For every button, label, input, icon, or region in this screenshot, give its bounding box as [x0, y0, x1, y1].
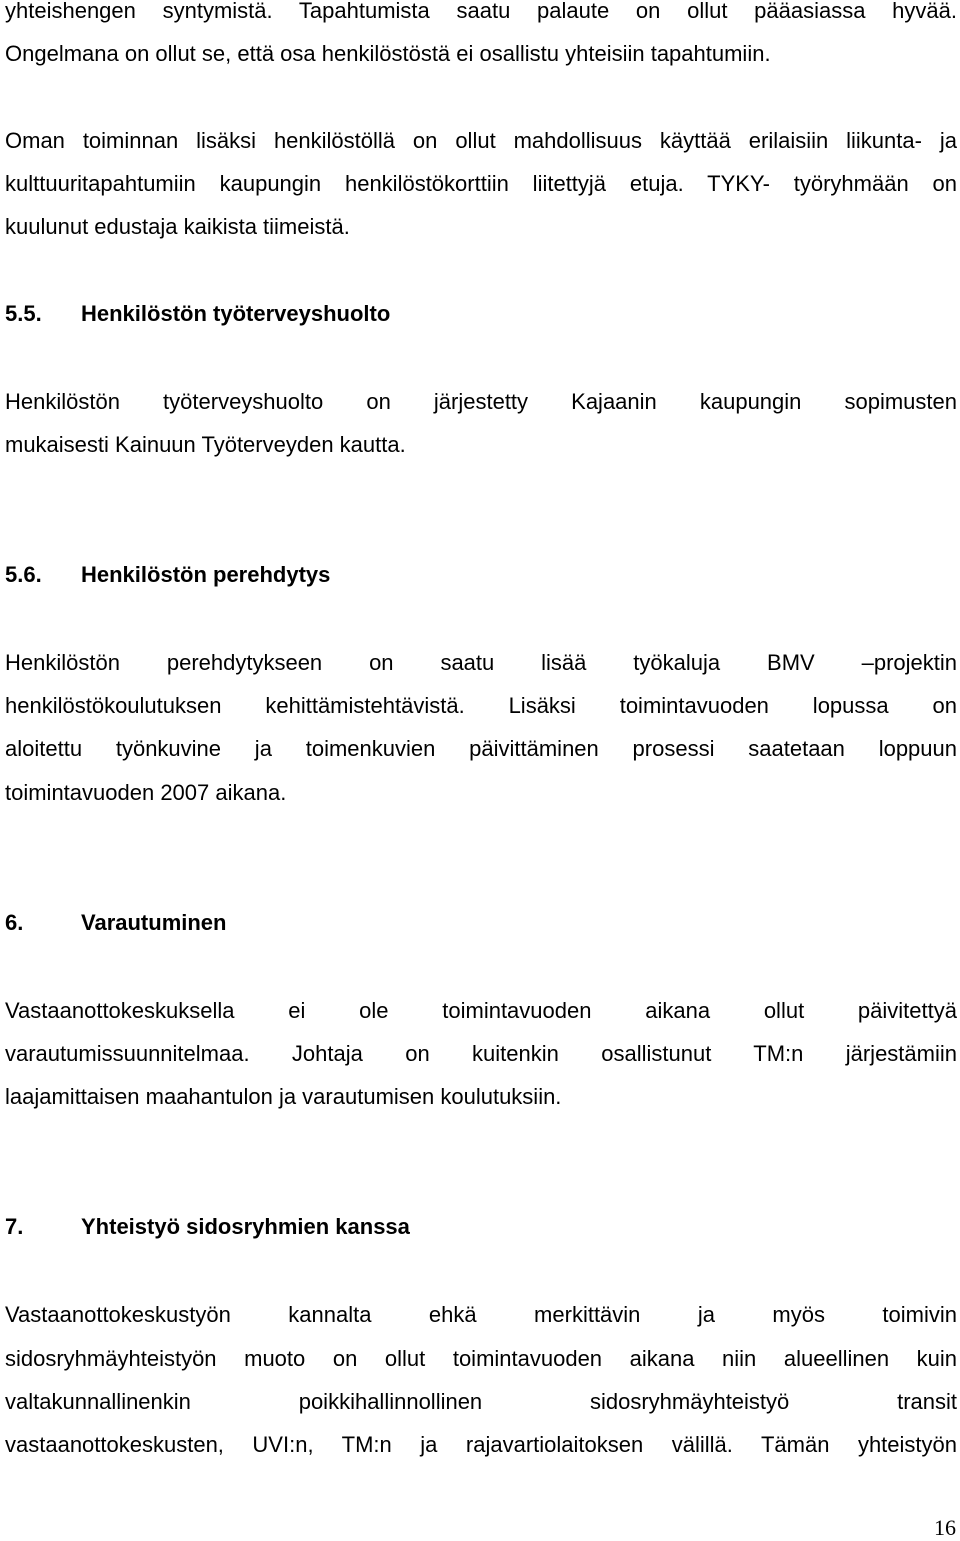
section-5-6-line-3: aloitettu työnkuvine ja toimenkuvien päivittäminen prosessi saatetaan loppuun [5, 736, 957, 761]
section-5-5-title: Henkilöstön työterveyshuolto [81, 301, 391, 326]
section-6-line-3: laajamittaisen maahantulon ja varautumisen koulutuksiin. [5, 1084, 562, 1109]
section-6-title: Varautuminen [81, 910, 227, 935]
section-6-heading [5, 910, 226, 936]
intro-line-1: yhteishengen syntymistä. Tapahtumista saatu palaute on ollut pääasiassa hyvää. [5, 0, 957, 23]
section-7-line-4: vastaanottokeskusten, UVI:n, TM:n ja rajavartiolaitoksen välillä. Tämän yhteistyön [5, 1432, 957, 1457]
page-number: 16 [934, 1515, 956, 1540]
section-5-5-line-2: mukaisesti Kainuun Työterveyden kautta. [5, 432, 406, 457]
section-7-number: 7. [5, 1214, 24, 1239]
section-5-6-line-4: toimintavuoden 2007 aikana. [5, 780, 287, 805]
section-5-5-line-1: Henkilöstön työterveyshuolto on järjestetty Kajaanin kaupungin sopimusten [5, 389, 957, 414]
section-6-line-1: Vastaanottokeskuksella ei ole toimintavuoden aikana ollut päivitettyä [5, 998, 957, 1023]
para2-line-2: kulttuuritapahtumiin kaupungin henkilöstökorttiin liitettyjä etuja. TYKY- työryhmään on [5, 171, 957, 196]
section-7-title: Yhteistyö sidosryhmien kanssa [81, 1214, 410, 1239]
section-5-5-heading [5, 301, 390, 327]
section-6-number: 6. [5, 910, 24, 935]
section-7-line-3: valtakunnallinenkin poikkihallinnollinen sidosryhmäyhteistyö transit [5, 1389, 957, 1414]
section-6-line-2: varautumissuunnitelmaa. Johtaja on kuitenkin osallistunut TM:n järjestämiin [5, 1041, 957, 1066]
section-5-5-number: 5.5. [5, 301, 42, 326]
section-5-6-title: Henkilöstön perehdytys [81, 562, 331, 587]
section-5-6-line-1: Henkilöstön perehdytykseen on saatu lisää työkaluja BMV –projektin [5, 650, 957, 675]
section-5-6-line-2: henkilöstökoulutuksen kehittämistehtävistä. Lisäksi toimintavuoden lopussa on [5, 693, 957, 718]
section-5-6-number: 5.6. [5, 562, 42, 587]
para2-line-1: Oman toiminnan lisäksi henkilöstöllä on ollut mahdollisuus käyttää erilaisiin liikunta- ja [5, 128, 957, 153]
intro-line-2: Ongelmana on ollut se, että osa henkilöstöstä ei osallistu yhteisiin tapahtumiin. [5, 41, 771, 66]
para2-line-3: kuulunut edustaja kaikista tiimeistä. [5, 214, 350, 239]
section-7-line-2: sidosryhmäyhteistyön muoto on ollut toimintavuoden aikana niin alueellinen kuin [5, 1346, 957, 1371]
section-7-line-1: Vastaanottokeskustyön kannalta ehkä merkittävin ja myös toimivin [5, 1302, 957, 1327]
section-5-6-heading [5, 562, 330, 588]
section-7-heading [5, 1214, 410, 1240]
